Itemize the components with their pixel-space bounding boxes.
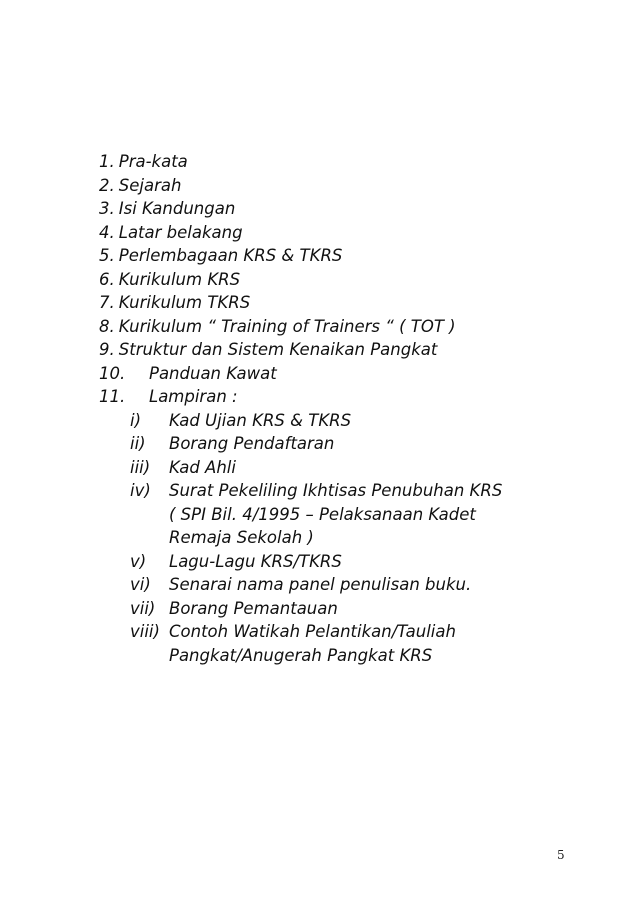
toc-item bbox=[99, 221, 559, 245]
lampiran-item bbox=[99, 479, 559, 550]
lampiran-item-line: Contoh Watikah Pelantikan/Tauliah bbox=[169, 622, 456, 641]
lampiran-item-number: v) bbox=[130, 551, 147, 571]
toc-item-text: Panduan Kawat bbox=[149, 363, 277, 383]
lampiran-item-line: Lagu-Lagu KRS/TKRS bbox=[169, 551, 342, 571]
toc-item-number: 6. bbox=[99, 269, 115, 289]
toc-item bbox=[99, 385, 559, 409]
lampiran-item-line: Remaja Sekolah ) bbox=[169, 528, 314, 547]
toc-item bbox=[99, 150, 559, 174]
lampiran-item-number: i) bbox=[130, 410, 142, 430]
toc-item-number: 11. bbox=[99, 387, 126, 406]
toc-item bbox=[99, 268, 559, 292]
toc-item-text: Kurikulum “ Training of Trainers “ ( TOT ) bbox=[118, 316, 456, 336]
toc-item-number: 3. bbox=[99, 199, 115, 218]
toc-item-text: Sejarah bbox=[118, 175, 182, 195]
toc-item bbox=[99, 244, 559, 268]
lampiran-item bbox=[99, 550, 559, 574]
lampiran-item-line: Borang Pendaftaran bbox=[169, 434, 335, 453]
lampiran-item-number: iv) bbox=[130, 481, 151, 500]
toc-item bbox=[99, 338, 559, 362]
toc-item-number: 5. bbox=[99, 246, 115, 265]
lampiran-item-number: iii) bbox=[130, 457, 151, 477]
toc-item-text: Perlembagaan KRS & TKRS bbox=[118, 246, 343, 265]
page-number: 5 bbox=[557, 848, 565, 862]
lampiran-item-number: vii) bbox=[130, 598, 156, 618]
lampiran-item-number: ii) bbox=[130, 434, 146, 453]
toc-item-text: Lampiran : bbox=[149, 387, 238, 406]
toc-item bbox=[99, 291, 559, 315]
toc-item-text: Kurikulum TKRS bbox=[118, 293, 251, 312]
toc-item-text: Latar belakang bbox=[118, 222, 243, 242]
lampiran-item bbox=[99, 597, 559, 621]
lampiran-item-line: Kad Ujian KRS & TKRS bbox=[169, 410, 352, 430]
lampiran-item-number: vi) bbox=[130, 575, 151, 594]
lampiran-item-line: Senarai nama panel penulisan buku. bbox=[169, 575, 472, 594]
lampiran-item bbox=[99, 432, 559, 456]
toc-item-number: 7. bbox=[99, 293, 115, 312]
toc-item-number: 4. bbox=[99, 222, 115, 242]
toc-item bbox=[99, 315, 559, 339]
lampiran-item-number: viii) bbox=[130, 622, 160, 641]
toc-item-number: 2. bbox=[99, 175, 115, 195]
lampiran-item-line: Kad Ahli bbox=[169, 457, 236, 477]
lampiran-item bbox=[99, 409, 559, 433]
lampiran-item bbox=[99, 456, 559, 480]
toc-item bbox=[99, 174, 559, 198]
toc-item-text: Isi Kandungan bbox=[118, 199, 236, 218]
toc-item-text: Pra-kata bbox=[118, 152, 188, 171]
toc-item-number: 9. bbox=[99, 340, 115, 359]
lampiran-item-line: Borang Pemantauan bbox=[169, 598, 338, 618]
table-of-contents bbox=[99, 150, 559, 667]
lampiran-item bbox=[99, 620, 559, 667]
lampiran-item bbox=[99, 573, 559, 597]
toc-item-number: 8. bbox=[99, 316, 115, 336]
lampiran-item-line: ( SPI Bil. 4/1995 – Pelaksanaan Kadet bbox=[169, 504, 476, 524]
toc-item-text: Struktur dan Sistem Kenaikan Pangkat bbox=[118, 340, 438, 359]
toc-item-number: 10. bbox=[99, 363, 126, 383]
lampiran-item-line: Pangkat/Anugerah Pangkat KRS bbox=[169, 645, 433, 665]
toc-item bbox=[99, 197, 559, 221]
toc-item-text: Kurikulum KRS bbox=[118, 269, 241, 289]
toc-item-number: 1. bbox=[99, 152, 115, 171]
toc-item bbox=[99, 362, 559, 386]
lampiran-item-line: Surat Pekeliling Ikhtisas Penubuhan KRS bbox=[169, 481, 503, 500]
